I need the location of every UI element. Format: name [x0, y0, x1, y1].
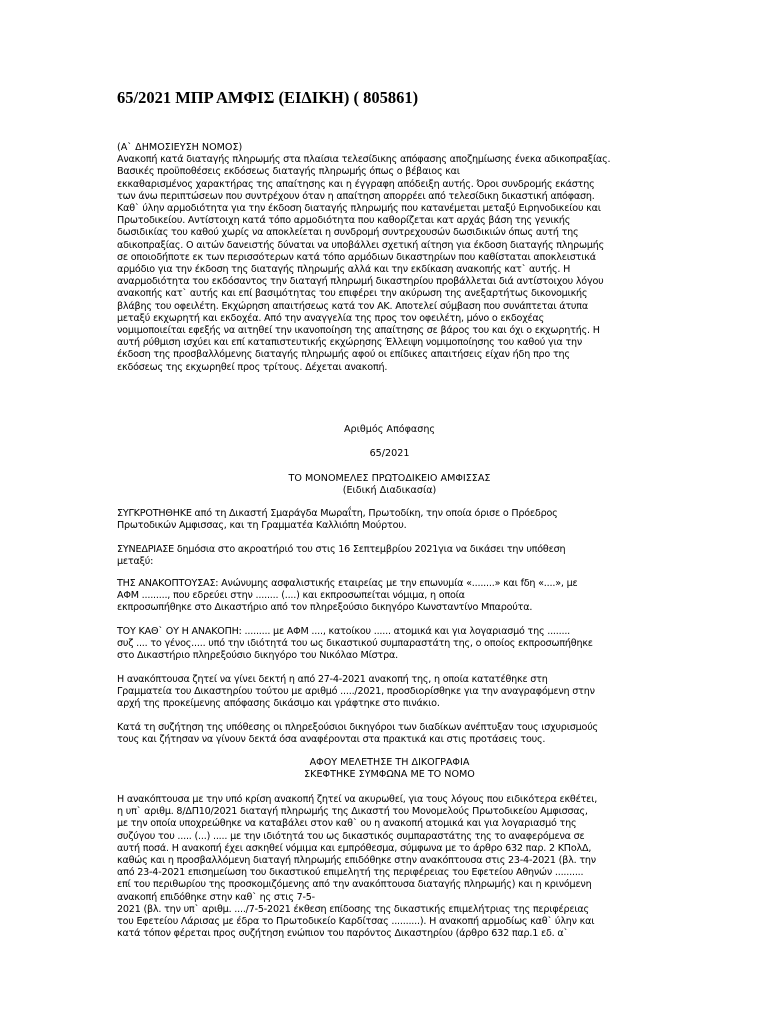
text-line: μεταξύ: — [117, 556, 154, 568]
summary-line: ανακοπής κατ` αυτής και επί βασιμότητας του επιφέρει την ακύρωση της ανεξαρτήτως δικονομικής — [117, 288, 588, 300]
text-line: Γραμματεία του Δικαστηρίου τούτου με αριθμό ...../2021, προσδιορίσθηκε για την αναγραφόμενη στην — [117, 686, 595, 698]
text-line: αρχή της προκείμενης απόφασης δικάσιμο και γράφτηκε στο πινάκιο. — [117, 698, 440, 710]
decision-heading — [117, 424, 662, 497]
text-line: με την οποία υποχρεώθηκε να καταβάλει στον καθ` ου η ανακοπή ατομικά και για λογαριασμό της — [117, 818, 577, 830]
composition-paragraph — [117, 508, 662, 532]
deliberation-line: ΣΚΕΦΤΗΚΕ ΣΥΜΦΩΝΑ ΜΕ ΤΟ ΝΟΜΟ — [304, 769, 475, 781]
text-line: ανακοπή επιδόθηκε στην καθ` ης στις 7-5- — [117, 891, 315, 903]
summary-line: αρμόδιο για την έκδοση της διαταγής πληρωμής αλλά και την εκδίκαση ανακοπής κατ` αυτής. Η — [117, 264, 571, 276]
discussion-paragraph — [117, 722, 662, 746]
text-line: Η ανακόπτουσα ζητεί να γίνει δεκτή η από 27-4-2021 ανακοπή της, η οποία κατατέθηκε στη — [117, 674, 548, 685]
court-name: ΤΟ ΜΟΝΟΜΕΛΕΣ ΠΡΩΤΟΔΙΚΕΙΟ ΑΜΦΙΣΣΑΣ — [288, 472, 491, 484]
summary-line: βλάβης του οφειλέτη. Εκχώρηση απαιτήσεως κατά τον ΑΚ. Αποτελεί σύμβαση που συνάπτεται άτυπα — [117, 300, 588, 312]
opposing-party-paragraph — [117, 578, 662, 615]
summary-line: σε οποιοδήποτε εκ των περισσότερων κατά τόπο αρμόδιων δικαστηρίων που καθίσταται αποκλειστικά — [117, 251, 596, 263]
reasoning-paragraph — [117, 794, 662, 940]
text-line: ΤΗΣ ΑΝΑΚΟΠΤΟΥΣΑΣ: Ανώνυμης ασφαλιστικής εταιρείας με την επωνυμία «........» και fδη «....», με — [117, 578, 578, 589]
summary-line: Βασικές προϋποθέσεις εκδόσεως διαταγής πληρωμής όπως ο βέβαιος και — [117, 166, 460, 178]
text-line: του Εφετείου Λάρισας με έδρα το Πρωτοδικείο Καρδίτσας ..........). Η ανακοπή αρμοδίως καθ` ύλην και — [117, 916, 595, 928]
summary-line: των άνω περιπτώσεων που συντρέχουν όταν η απαίτηση απορρέει από τελεσίδικη δικαστική απόφαση. — [117, 190, 595, 202]
deliberation-line: ΑΦΟΥ ΜΕΛΕΤΗΣΕ ΤΗ ΔΙΚΟΓΡΑΦΙΑ — [309, 757, 470, 768]
text-line: 2021 (βλ. την υπ` αριθμ. ..../7-5-2021 έκθεση επίδοσης της δικαστικής επιμελήτριας της περιφέρειας — [117, 903, 589, 915]
text-line: εκπροσωπήθηκε στο Δικαστήριο από τον πληρεξούσιο δικηγόρο Κωνσταντίνο Μπαρούτα. — [117, 602, 533, 614]
request-paragraph — [117, 674, 662, 711]
decision-label: Αριθμός Απόφασης — [343, 424, 436, 435]
text-line: καθώς και η προσβαλλόμενη διαταγή πληρωμής επιδόθηκε στην ανακόπτουσα στις 23-4-2021 (βλ. την — [117, 855, 596, 867]
text-line: Κατά τη συζήτηση της υπόθεσης οι πληρεξούσιοι δικηγόροι των διαδίκων ανέπτυξαν τους ισχυρισμούς — [117, 722, 598, 733]
text-line: Πρωτοδικών Αμφισσας, και τη Γραμματέα Καλλιόπη Μούρτου. — [117, 520, 407, 532]
document-title: 65/2021 ΜΠΡ ΑΜΦΙΣ (ΕΙΔΙΚΗ) ( 805861) — [117, 88, 419, 107]
session-paragraph — [117, 544, 662, 568]
summary-line: δωσιδικίας του καθού χωρίς να αποκλείεται η συνδρομή συντρεχουσών δωσιδικιών όπως αυτή της — [117, 227, 579, 239]
publication-note: (Α` ΔΗΜΟΣΙΕΥΣΗ ΝΟΜΟΣ) — [117, 142, 243, 153]
summary-line: εκδόσεως της εκχωρηθεί προς τρίτους. Δέχεται ανακοπή. — [117, 361, 388, 373]
text-line: ΑΦΜ ........., που εδρεύει στην ........ (....) και εκπροσωπείται νόμιμα, η οποία — [117, 590, 465, 602]
text-line: ΣΥΓΚΡΟΤΗΘΗΚΕ από τη Δικαστή Σμαράγδα Μωραΐτη, Πρωτοδίκη, την οποία όρισε ο Πρόεδρος — [117, 508, 558, 519]
respondent-paragraph — [117, 626, 662, 663]
text-line: Η ανακόπτουσα με την υπό κρίση ανακοπή ζητεί να ακυρωθεί, για τους λόγους που ειδικότερα εκθέτει, — [117, 794, 598, 805]
text-line: ΤΟΥ ΚΑΘ` ΟΥ Η ΑΝΑΚΟΠΗ: ......... με ΑΦΜ ...., κατοίκου ...... ατομικά και για λογαριασμό της ........ — [117, 626, 571, 637]
text-line: από 23-4-2021 επισημείωση του δικαστικού επιμελητή της περιφέρειας του Εφετείου Αθηνών .......... — [117, 867, 584, 879]
text-line: επί του περιθωρίου της προσκομιζόμενης από την ανακόπτουσα διαταγής πληρωμής) και η κρινόμενη — [117, 879, 592, 891]
text-line: στο Δικαστήριο πληρεξούσιο δικηγόρο του Νικόλαο Μίστρα. — [117, 650, 398, 662]
text-line: η υπ` αριθμ. 8/ΔΠ10/2021 διαταγή πληρωμής της Δικαστή του Μονομελούς Πρωτοδικείου Αμφισσας, — [117, 806, 588, 818]
summary-line: Ανακοπή κατά διαταγής πληρωμής στα πλαίσια τελεσίδικης απόφασης αποζημίωσης ένεκα αδικοπραξίας. — [117, 154, 611, 166]
text-line: ΣΥΝΕΔΡΙΑΣΕ δημόσια στο ακροατήριό του στις 16 Σεπτεμβρίου 2021για να δικάσει την υπόθεση — [117, 544, 566, 555]
text-line: αυτή ποσά. Η ανακοπή έχει ασκηθεί νόμιμα και εμπρόθεσμα, σύμφωνα με το άρθρο 632 παρ. 2 ΚΠολΔ, — [117, 842, 592, 854]
text-line: συζύγου του ..... (...) ..... με την ιδιότητά του ως δικαστικός συμπαραστάτης της το αναφερόμενα σε — [117, 830, 585, 842]
summary-block — [117, 142, 662, 374]
text-line: τους και ζήτησαν να γίνουν δεκτά όσα αναφέρονται στα πρακτικά και στις προτάσεις τους. — [117, 734, 546, 746]
summary-line: Καθ` ύλην αρμοδιότητα για την έκδοση διαταγής πληρωμής που κατανέμεται μεταξύ Ειρηνοδικείου και — [117, 203, 601, 215]
summary-line: αναρμοδιότητα του εκδόσαντος την διαταγή πληρωμή δικαστηρίου προβάλλεται διά αντίστοιχου λόγου — [117, 276, 604, 288]
deliberation-heading — [117, 757, 662, 781]
procedure-type: (Ειδική Διαδικασία) — [342, 484, 437, 496]
text-line: συζ .... το γένος..... υπό την ιδιότητά του ως δικαστικού συμπαραστάτη της, ο οποίος εκπροσωπήθηκε — [117, 638, 593, 650]
summary-line: αδικοπραξίας. Ο αιτών δανειστής δύναται να υποβάλλει σχετική αίτηση για έκδοση διαταγής πληρωμής — [117, 239, 605, 251]
summary-line: Πρωτοδικείου. Αντίστοιχη κατά τόπο αρμοδιότητα που καθορίζεται κατ αρχάς βάση της γενικής — [117, 215, 571, 227]
summary-line: νομιμοποιείται εφεξής να αιτηθεί την ικανοποίηση της απαίτησης σε βάρος του και όχι ο εκχωρητής. Η — [117, 325, 600, 337]
summary-line: μεταξύ εκχωρητή και εκδοχέα. Από την αναγγελία της προς τον οφειλέτη, μόνο ο εκδοχέας — [117, 312, 545, 324]
decision-number: 65/2021 — [369, 448, 410, 460]
summary-line: εκκαθαρισμένος χαρακτήρας της απαίτησης και η έγγραφη απόδειξη αυτής. Όροι συνδρομής εκάστης — [117, 178, 595, 190]
summary-line: αυτή ρύθμιση ισχύει και επί καταπιστευτικής εκχώρησης Έλλειψη νομιμοποίησης του καθού για την — [117, 337, 583, 349]
text-line: κατά τόπον φέρεται προς συζήτηση ενώπιον του παρόντος Δικαστηρίου (άρθρο 632 παρ.1 εδ. α` — [117, 928, 569, 940]
summary-line: έκδοση της προσβαλλόμενης διαταγής πληρωμής αφού οι επίδικες απαιτήσεις είχαν ήδη προ της — [117, 349, 570, 361]
